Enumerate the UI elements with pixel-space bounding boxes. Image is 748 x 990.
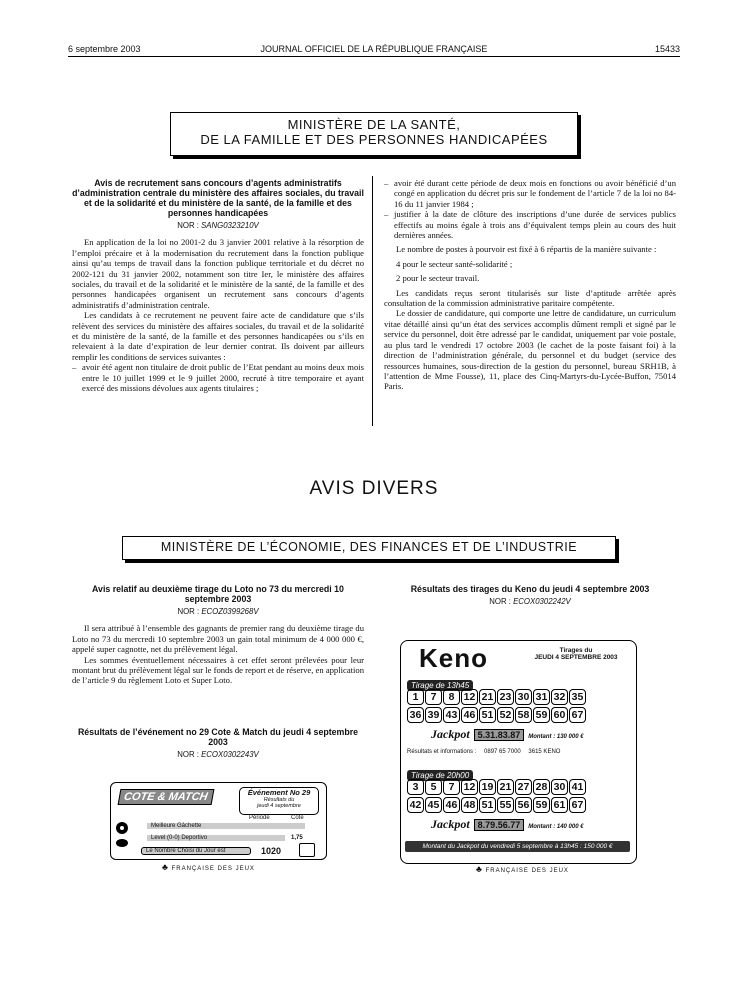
recrutement-cond2: – avoir été durant cette période de deux mois en fonctions ou avoir bénéficié d’un congé en application du décret pris sur le fondement de l’article 7 de la loi no 84-16 du 11 janvier 1984 ;: [384, 178, 676, 209]
keno-notice: [384, 584, 676, 613]
nor-label: NOR :: [177, 607, 200, 616]
keno-nor: [384, 597, 676, 607]
loto-p1: Il sera attribué à l’ensemble des gagnants de premier rang du deuxième tirage du Loto no 73 du mercredi 10 septembre 2003 un gain total minimum de 4 000 000 €, appelé super cagnotte, net du prélèvement légal.: [72, 623, 364, 655]
ministry-sante-box: [170, 112, 578, 156]
info-label: Résultats et informations :: [407, 749, 477, 755]
keno-title: Résultats des tirages du Keno du jeudi 4 septembre 2003: [410, 584, 650, 594]
keno-ball: 42: [407, 797, 424, 813]
ministry-sante-line1: MINISTÈRE DE LA SANTÉ,: [287, 117, 461, 132]
keno-ball: 41: [569, 779, 586, 795]
montant2: Montant : 140 000 €: [528, 824, 584, 830]
nor-label: NOR :: [177, 221, 199, 230]
keno-ball: 7: [425, 689, 442, 705]
team-icon: [115, 835, 129, 845]
keno-ball: 52: [497, 707, 514, 723]
keno-footer: ♣ FRANÇAISE DES JEUX: [476, 864, 569, 874]
keno-ticket: [400, 640, 637, 864]
keno-date-box: [521, 647, 631, 661]
keno-ball: 21: [497, 779, 514, 795]
tirage1-row1: [407, 687, 587, 705]
col-periode: Période: [249, 815, 270, 821]
recrutement-p1: En application de la loi no 2001-2 du 3 janvier 2001 relative à la résorption de l’emploi précaire et à la modernisation du recrutement dans la fonction publique ainsi qu’au temps de travail dans la fonction publique territoriale et du décret no 2002-121 du 31 janvier 2002, notamment son titre Ier, le ministère des affaires sociales, du travail et de la solidarité et le ministère de la santé, de la famille et des personnes handicapées organisent un recrutement sans concours d’agents administratifs d’administration centrale.: [72, 237, 364, 310]
recrutement-nor: [72, 221, 364, 231]
recrutement-cond1: – avoir été agent non titulaire de droit public de l’Etat pendant au moins deux mois entre le 10 juillet 1999 et le 9 juillet 2000, recruté à titre temporaire et ayant exercé des missions dévolues aux agents titulaires ;: [72, 362, 364, 393]
event-sub1: Résultats du: [263, 797, 295, 803]
keno-ball: 67: [569, 797, 586, 813]
recrutement-right-column: [384, 178, 676, 392]
tirage2-row2: [407, 795, 587, 813]
cote-row3: Le Nombre Choisi du Jour est: [141, 847, 251, 855]
cote-row3-value: 1020: [261, 846, 282, 856]
recrutement-p5: 2 pour le secteur travail.: [396, 273, 480, 284]
cote-match-ticket: [110, 782, 327, 860]
nor-code: SANG0323210V: [201, 221, 259, 230]
jackpot2-amount: 8.79.56.77: [474, 819, 525, 831]
cote-row2: Level (0-0) Deportivo: [147, 835, 285, 841]
keno-ball: 5: [425, 779, 442, 795]
tirages-label: Tirages du: [559, 647, 593, 654]
recrutement-cond3: – justifier à la date de clôture des inscriptions d’une durée de services publics effectifs au moins égale à trois ans d’équivalent temps plein au cours des huit dernières années.: [384, 209, 676, 240]
keno-ball: 23: [497, 689, 514, 705]
tirage1-row2: [407, 705, 587, 723]
jackpot1-amount: 5.31.83.87: [474, 729, 525, 741]
cote-row2-value: 1,75: [291, 835, 303, 841]
event-sub2: jeudi 4 septembre: [257, 803, 301, 809]
journal-title: JOURNAL OFFICIEL DE LA RÉPUBLIQUE FRANÇAISE: [260, 44, 488, 54]
col-cote: Cote: [291, 815, 304, 821]
keno-ball: 46: [461, 707, 478, 723]
tirage1-tag: Tirage de 13h45: [407, 675, 473, 693]
keno-ball: 19: [479, 779, 496, 795]
keno-ball: 58: [515, 707, 532, 723]
keno-ball: 28: [533, 779, 550, 795]
recrutement-title: Avis de recrutement sans concours d’agents administratifs d’administration centrale du ministère des affaires sociales, du travail et de la solidarité et du ministère de la santé, de la famille et des personnes handicapées: [72, 178, 364, 218]
nor-label: NOR :: [489, 597, 511, 606]
keno-ball: 56: [515, 797, 532, 813]
keno-ball: 12: [461, 779, 478, 795]
info-phone: 0897 65 7000: [484, 749, 521, 755]
nor-code: ECOX0302243V: [201, 750, 259, 759]
clover-icon: ♣: [162, 862, 169, 872]
keno-info-row: [407, 749, 560, 755]
ministry-economie-box: [122, 536, 616, 560]
keno-ball: 35: [569, 689, 586, 705]
recrutement-p2: Les candidats à ce recrutement ne peuvent faire acte de candidature que s’ils relèvent des services du ministère des affaires sociales, du travail et de la solidarité et du ministère de la santé, de la famille et des personnes handicapées ou s’ils en relevaient à la date d’expiration de leur dernier contrat. Ils doivent par ailleurs remplir les conditions de services suivantes :: [72, 310, 364, 362]
loto-p2: Les sommes éventuellement nécessaires à cet effet seront prélevées pour leur montant brut du prélèvement légal sur le fonds de report et de réserve, en application de l’article 9 du règlement Loto et Super Loto.: [72, 654, 364, 686]
jackpot2-word: Jackpot: [431, 817, 470, 831]
keno-ball: 30: [515, 689, 532, 705]
keno-ball: 48: [461, 797, 478, 813]
keno-logo: Keno: [419, 643, 488, 673]
football-icon: [115, 821, 129, 835]
clover-icon: ♣: [476, 864, 483, 874]
phone-icon: [299, 843, 315, 857]
keno-ball: 46: [443, 797, 460, 813]
tirage2-tag: Tirage de 20h00: [407, 765, 473, 783]
cote-match-nor: [72, 750, 364, 760]
keno-date: JEUDI 4 SEPTEMBRE 2003: [534, 654, 618, 661]
jackpot1-word: Jackpot: [431, 727, 470, 741]
keno-ball: 8: [443, 689, 460, 705]
keno-ball: 45: [425, 797, 442, 813]
keno-ball: 21: [479, 689, 496, 705]
keno-ball: 30: [551, 779, 568, 795]
keno-ball: 32: [551, 689, 568, 705]
loto-notice: [72, 584, 364, 686]
nor-label: NOR :: [177, 750, 199, 759]
recrutement-left-column: [72, 178, 364, 394]
recrutement-p6: Les candidats reçus seront titularisés sur liste d’aptitude arrêtée après consultation de la commission administrative paritaire compétente.: [384, 287, 676, 309]
info-minitel: 3615 KENO: [528, 749, 561, 755]
nor-code: ECOZ0399268V: [201, 607, 259, 616]
tirage2-row1: [407, 777, 587, 795]
avis-divers-heading: AVIS DIVERS: [309, 478, 439, 499]
header-rule: [68, 56, 680, 57]
event-label: Événement No 29: [247, 788, 311, 797]
keno-ball: 51: [479, 797, 496, 813]
cote-match-logo: COTE & MATCH: [118, 789, 214, 805]
jackpot1: [431, 725, 584, 743]
recrutement-p3: Le nombre de postes à pourvoir est fixé à 6 répartis de la manière suivante :: [396, 244, 657, 255]
page-number: 15433: [654, 44, 680, 54]
keno-ball: 31: [533, 689, 550, 705]
nor-code: ECOX0302242V: [513, 597, 571, 606]
keno-ball: 39: [425, 707, 442, 723]
keno-ball: 43: [443, 707, 460, 723]
keno-ball: 36: [407, 707, 424, 723]
cote-row1: Meilleure Gâchette: [147, 823, 305, 829]
keno-ball: 1: [407, 689, 424, 705]
column-divider: [372, 176, 373, 426]
recrutement-p4: 4 pour le secteur santé-solidarité ;: [396, 258, 513, 269]
cote-match-title: Résultats de l’événement no 29 Cote & Match du jeudi 4 septembre 2003: [77, 727, 359, 747]
keno-footer-banner: Montant du Jackpot du vendredi 5 septembre à 13h45 : 150 000 €: [405, 841, 630, 852]
keno-ball: 59: [533, 797, 550, 813]
jackpot2: [431, 815, 584, 833]
montant1: Montant : 130 000 €: [528, 734, 584, 740]
event-box: [239, 787, 319, 815]
keno-ball: 55: [497, 797, 514, 813]
cote-match-footer: ♣ FRANÇAISE DES JEUX: [162, 862, 255, 872]
keno-ball: 3: [407, 779, 424, 795]
ministry-sante-line2: DE LA FAMILLE ET DES PERSONNES HANDICAPÉES: [200, 132, 548, 147]
loto-nor: [72, 607, 364, 617]
keno-ball: 60: [551, 707, 568, 723]
keno-ball: 7: [443, 779, 460, 795]
cote-match-notice: [72, 727, 364, 766]
keno-ball: 12: [461, 689, 478, 705]
keno-ball: 27: [515, 779, 532, 795]
keno-ball: 67: [569, 707, 586, 723]
recrutement-p7: Le dossier de candidature, qui comporte une lettre de candidature, un curriculum vitae détaillé ainsi qu’un état des services accomplis dûment rempli et signé par le service du personnel, doit être adressé par le candidat, uniquement par voie postale, au plus tard le vendredi 17 octobre 2003 (le cachet de la poste faisant foi) à la direction de l’administration générale, du personnel et du budget (service des ressources humaines, sous-direction de la gestion du personnel, bureau SRH1B, à l’attention de Mme Fousse), 11, place des Cinq-Martyrs-du-Lycée-Buffon, 75014 Paris.: [384, 308, 676, 392]
ministry-economie-label: MINISTÈRE DE L’ÉCONOMIE, DES FINANCES ET DE L’INDUSTRIE: [160, 540, 578, 554]
loto-title: Avis relatif au deuxième tirage du Loto no 73 du mercredi 10 septembre 2003: [92, 584, 344, 604]
keno-ball: 61: [551, 797, 568, 813]
keno-ball: 59: [533, 707, 550, 723]
keno-ball: 51: [479, 707, 496, 723]
header-date: 6 septembre 2003: [68, 44, 141, 54]
